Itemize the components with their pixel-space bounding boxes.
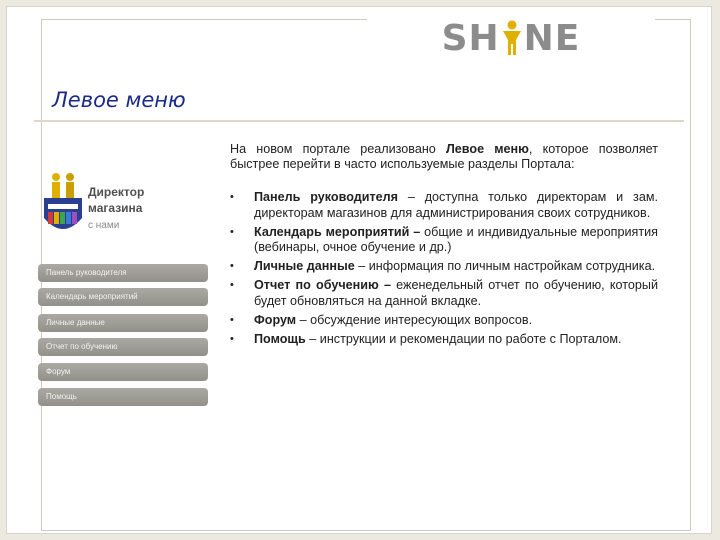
list-item: • Отчет по обучению – еженедельный отчет по обучению, который будет обновляться на данной вкладке. <box>230 278 658 308</box>
menu-item-training-report[interactable]: Отчет по обучению <box>38 338 208 356</box>
profile-name: Директор магазина <box>88 185 145 215</box>
list-item: • Календарь мероприятий – общие и индивидуальные мероприятия (вебинары, очное обучение и др.) <box>230 225 658 255</box>
list-item: • Помощь – инструкции и рекомендации по работе с Порталом. <box>230 332 658 347</box>
menu-item-forum[interactable]: Форум <box>38 363 208 381</box>
person-figure-icon <box>501 20 523 56</box>
list-item: • Личные данные – информация по личным настройкам сотрудника. <box>230 259 658 274</box>
menu-item-events-calendar[interactable]: Календарь мероприятий <box>38 288 208 306</box>
menu-item-help[interactable]: Помощь <box>38 388 208 406</box>
profile-subtitle: с нами <box>88 220 120 231</box>
menu-item-personal-data[interactable]: Личные данные <box>38 314 208 332</box>
logo-text-right: NE <box>523 17 581 59</box>
left-menu-screenshot <box>38 170 216 415</box>
profile-card <box>38 170 216 262</box>
page-title: Левое меню <box>52 88 186 112</box>
university-badge-icon <box>42 170 84 240</box>
content-text <box>230 142 658 351</box>
list-item: • Панель руководителя – доступна только директорам и зам. директорам магазинов для администрирования своих сотрудников. <box>230 190 658 220</box>
intro-paragraph: На новом портале реализовано Левое меню, которое позволяет быстрее перейти в часто используемые разделы Портала: <box>230 142 659 172</box>
shine-logo <box>442 18 581 59</box>
logo-text-left: SH <box>441 17 500 59</box>
logo-box <box>367 7 655 69</box>
list-item: • Форум – обсуждение интересующих вопросов. <box>230 313 658 328</box>
title-divider <box>34 120 684 122</box>
features-list <box>230 190 658 347</box>
menu-item-manager-panel[interactable]: Панель руководителя <box>38 264 208 282</box>
